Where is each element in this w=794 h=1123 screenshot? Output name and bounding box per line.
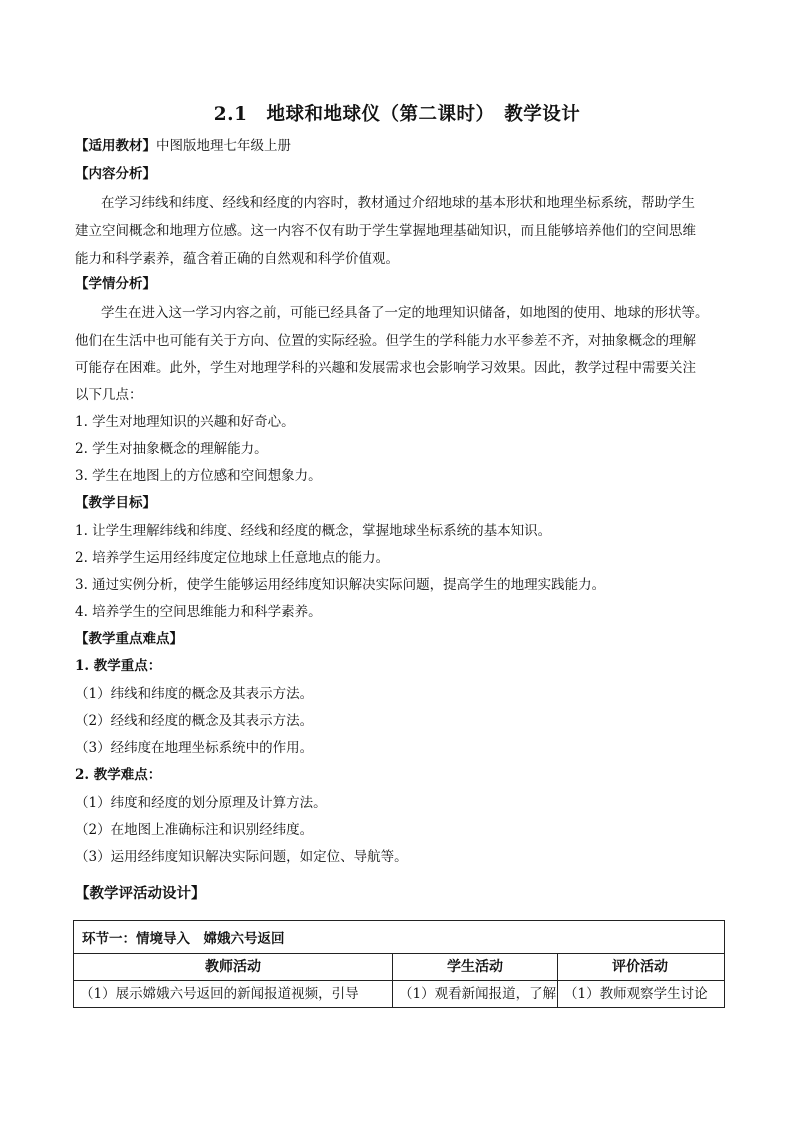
difficulty-label: 2. 教学难点： <box>75 767 162 783</box>
content-analysis-heading: 【内容分析】 <box>75 166 156 182</box>
activity-table <box>73 920 725 1008</box>
learner-point: 3. 学生在地图上的方位感和空间想象力。 <box>75 468 322 484</box>
goals-heading: 【教学目标】 <box>75 495 156 511</box>
goal-item: 2. 培养学生运用经纬度定位地球上任意地点的能力。 <box>75 550 390 566</box>
goal-item: 4. 培养学生的空间思维能力和科学素养。 <box>75 604 322 620</box>
focus-item: （2）经线和经度的概念及其表示方法。 <box>75 713 314 729</box>
focus-item: （1）纬线和纬度的概念及其表示方法。 <box>75 686 314 702</box>
table-section-row <box>74 921 724 953</box>
focus-item: （3）经纬度在地理坐标系统中的作用。 <box>75 740 314 756</box>
section-title: 环节一：情境导入 嫦娥六号返回 <box>82 931 285 947</box>
column-header-teacher: 教师活动 <box>74 954 393 980</box>
focus-label: 1. 教学重点： <box>75 658 162 674</box>
learner-point: 2. 学生对抽象概念的理解能力。 <box>75 441 268 457</box>
learner-analysis-line: 可能存在困难。此外，学生对地理学科的兴趣和发展需求也会影响学习效果。因此，教学过程中需要关注 <box>75 360 696 376</box>
difficulty-item: （1）纬度和经度的划分原理及计算方法。 <box>75 795 327 811</box>
evaluation-activity-cell: （1）教师观察学生讨论 <box>564 986 708 1002</box>
material-label: 【适用教材】 <box>75 138 156 154</box>
difficulty-item: （3）运用经纬度知识解决实际问题，如定位、导航等。 <box>75 849 408 865</box>
learner-analysis-line: 学生在进入这一学习内容之前，可能已经具备了一定的地理知识储备，如地图的使用、地球的形状等。 <box>101 305 709 321</box>
goal-item: 3. 通过实例分析，使学生能够运用经纬度知识解决实际问题，提高学生的地理实践能力。 <box>75 577 606 593</box>
content-analysis-line: 建立空间概念和地理方位感。这一内容不仅有助于学生掌握地理基础知识，而且能够培养他们的空间思维 <box>75 223 696 239</box>
content-analysis-line: 在学习纬线和纬度、经线和经度的内容时，教材通过介绍地球的基本形状和地理坐标系统，帮助学生 <box>101 195 695 211</box>
column-header-evaluation: 评价活动 <box>612 959 668 975</box>
learner-analysis-line: 他们在生活中也可能有关于方向、位置的实际经验。但学生的学科能力水平参差不齐，对抽象概念的理解 <box>75 333 696 349</box>
content-analysis-line: 能力和科学素养，蕴含着正确的自然观和科学价值观。 <box>75 251 399 267</box>
column-header-student: 学生活动 <box>393 954 558 980</box>
document-title: 2.1 地球和地球仪（第二课时） 教学设计 <box>213 104 581 125</box>
goal-item: 1. 让学生理解纬线和纬度、经线和经度的概念，掌握地球坐标系统的基本知识。 <box>75 523 552 539</box>
table-header-row <box>74 953 724 980</box>
teacher-activity-cell: （1）展示嫦娥六号返回的新闻报道视频，引导 <box>74 981 393 1007</box>
material-value: 中图版地理七年级上册 <box>156 138 291 154</box>
learner-analysis-line: 以下几点： <box>75 387 143 403</box>
material-line <box>75 136 725 156</box>
learner-point: 1. 学生对地理知识的兴趣和好奇心。 <box>75 414 295 430</box>
student-activity-cell: （1）观看新闻报道，了解 <box>393 981 558 1007</box>
activity-design-heading: 【教学评活动设计】 <box>75 885 206 902</box>
learner-analysis-heading: 【学情分析】 <box>75 276 156 292</box>
difficulty-item: （2）在地图上准确标注和识别经纬度。 <box>75 822 314 838</box>
key-points-heading: 【教学重点难点】 <box>75 631 183 647</box>
table-row <box>74 980 724 1007</box>
